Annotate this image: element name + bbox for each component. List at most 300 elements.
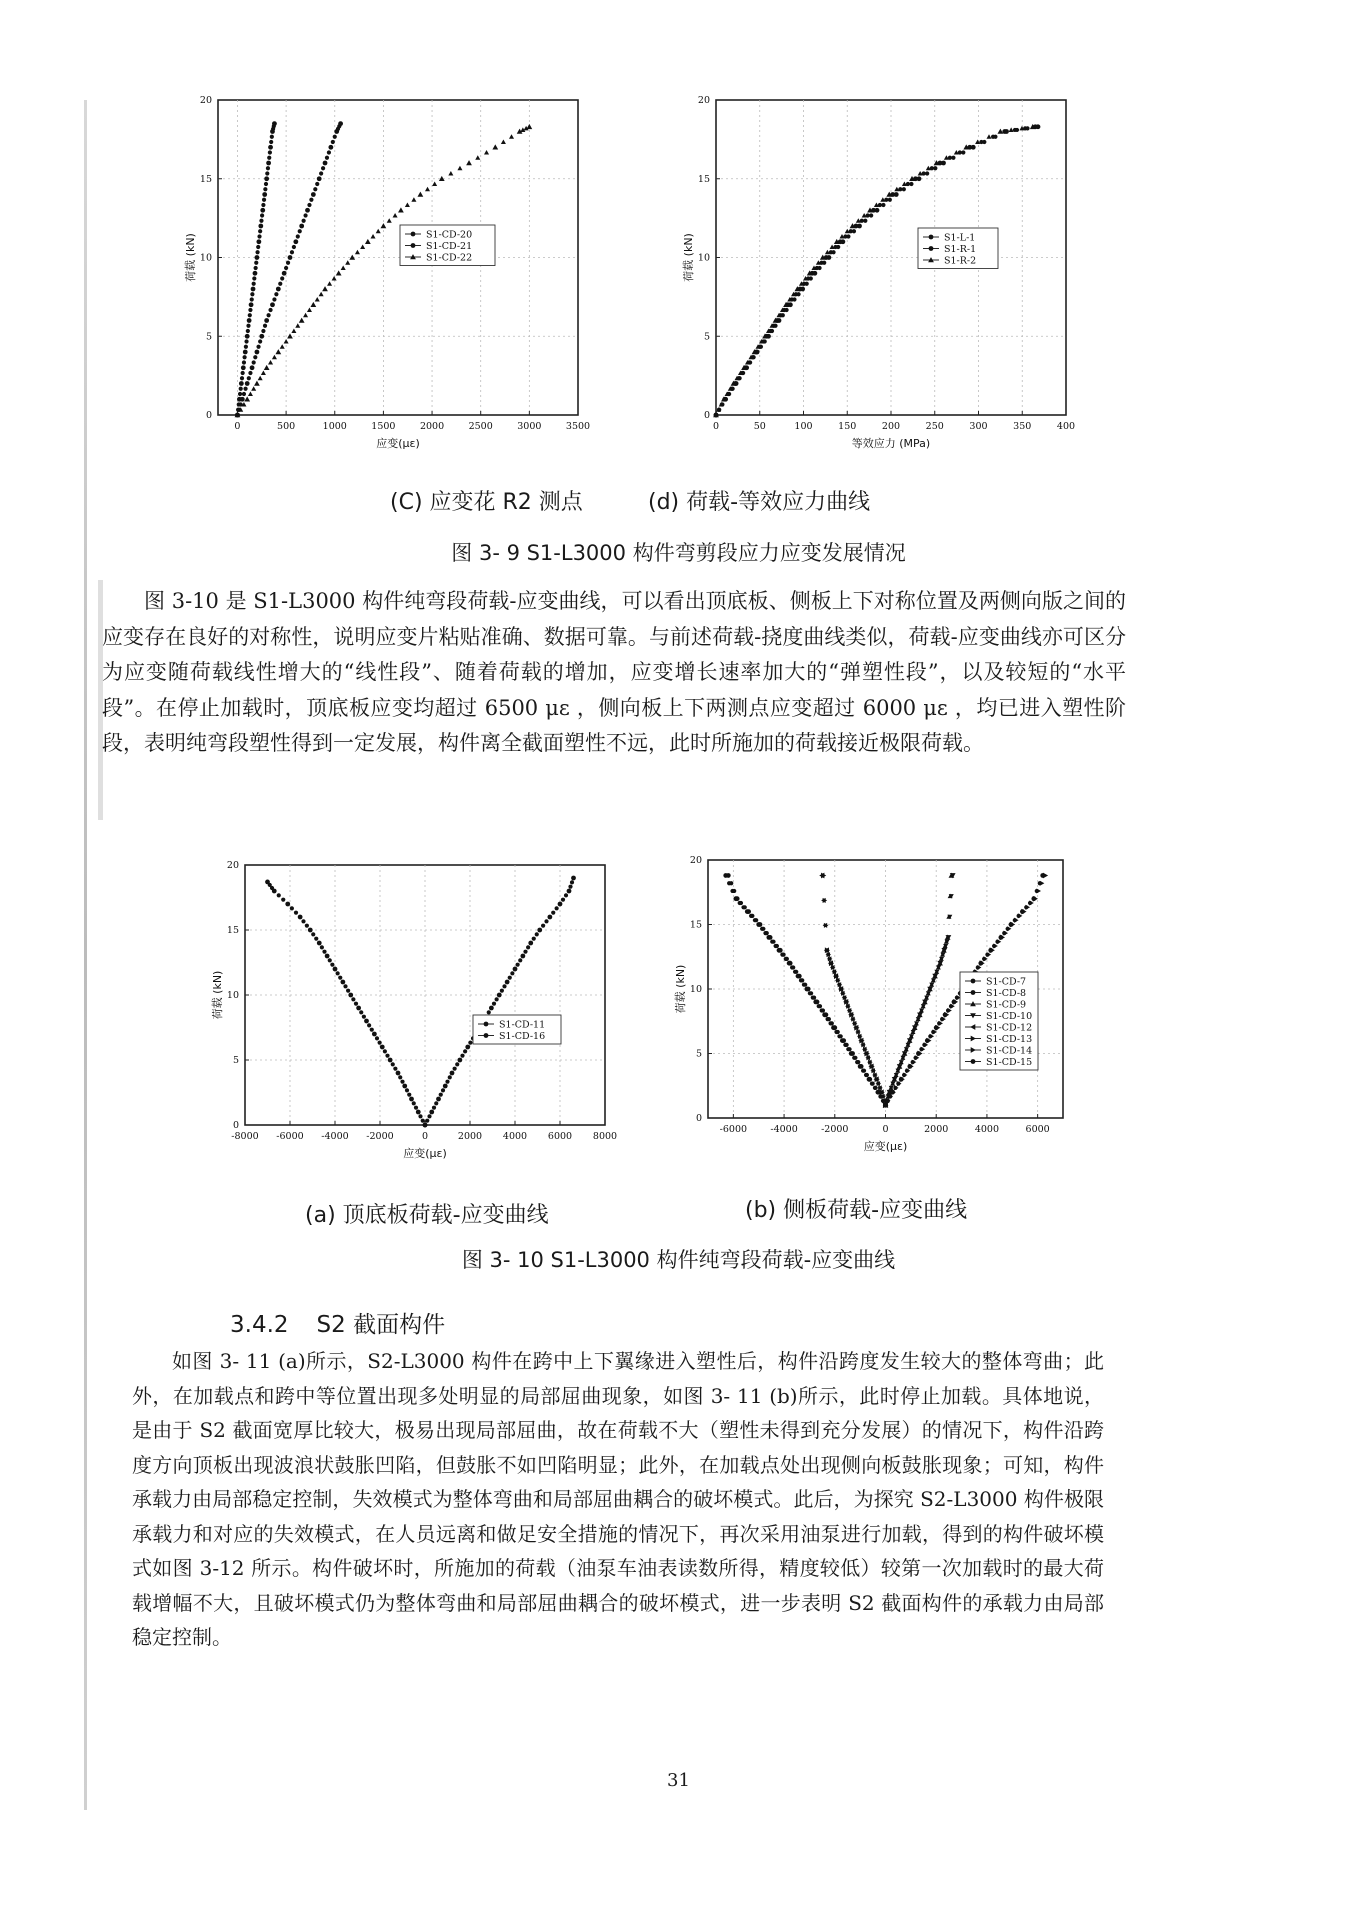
chart-c-strain-rosette-r2 (184, 95, 610, 470)
data-point (853, 1056, 857, 1060)
x-tick-label: 50 (753, 421, 766, 432)
data-point (561, 898, 565, 902)
data-point (328, 958, 332, 962)
data-point (516, 963, 520, 967)
data-point (436, 1097, 441, 1102)
data-point (862, 1069, 866, 1073)
legend-label: S1-CD-7 (986, 976, 1027, 988)
data-point (881, 203, 885, 207)
x-tick-label: -4000 (321, 1131, 349, 1142)
y-tick-label: 0 (695, 1113, 702, 1124)
data-point (291, 328, 296, 333)
data-point (264, 176, 269, 181)
data-point (272, 297, 276, 301)
data-point (252, 276, 256, 280)
data-point (771, 940, 775, 944)
data-point (322, 950, 326, 954)
data-point (1009, 922, 1014, 927)
data-point (262, 198, 266, 202)
data-point (281, 898, 285, 902)
data-point (301, 919, 305, 923)
section-title: S2 截面构件 (316, 1312, 446, 1338)
data-point (343, 984, 347, 988)
data-point (827, 1017, 831, 1021)
legend-marker (484, 1022, 489, 1027)
series-S1-R-2 (713, 124, 1036, 417)
data-point (243, 387, 247, 391)
data-point (295, 323, 300, 328)
data-point (302, 219, 306, 223)
legend-marker (411, 243, 416, 248)
data-point (249, 302, 254, 307)
legend-marker (929, 246, 934, 251)
data-point (280, 276, 284, 280)
x-tick-label: -8000 (231, 1131, 259, 1142)
data-point (264, 365, 270, 370)
series-S1-L-1 (714, 124, 1038, 417)
data-point (269, 140, 273, 144)
x-tick-label: 0 (712, 421, 720, 432)
data-point (509, 134, 514, 139)
y-axis-label: 荷载 (kN) (674, 964, 687, 1014)
data-point (364, 1019, 369, 1024)
data-point (355, 250, 360, 255)
data-point (761, 927, 765, 931)
subcaption-c: (C) 应变花 R2 测点 (390, 490, 583, 515)
section-number: 3.4.2 (230, 1312, 289, 1338)
data-point (784, 308, 788, 312)
data-point (781, 953, 785, 957)
series-S1-CD-10 (883, 873, 956, 1108)
data-point (305, 208, 310, 213)
data-point (333, 135, 337, 139)
legend-label: S1-CD-16 (499, 1031, 546, 1042)
data-point (260, 208, 265, 213)
data-point (492, 144, 498, 149)
x-axis-label: 应变(με) (403, 1147, 447, 1160)
data-point (896, 1082, 900, 1086)
legend-label: S1-CD-11 (499, 1019, 546, 1031)
data-point (340, 980, 345, 985)
series-S1-CD-16 (423, 876, 576, 1128)
data-point (277, 893, 281, 897)
data-point (746, 909, 751, 914)
data-point (928, 1034, 932, 1038)
data-point (492, 1002, 496, 1006)
data-point (792, 297, 796, 301)
data-point (359, 1010, 363, 1014)
data-point (439, 1093, 443, 1097)
data-point (242, 360, 246, 364)
data-point (500, 989, 504, 993)
legend-label: S1-CD-12 (986, 1022, 1033, 1034)
data-point (508, 976, 512, 980)
data-point (272, 121, 277, 126)
data-point (1040, 873, 1045, 878)
data-point (985, 953, 989, 957)
data-point (381, 223, 387, 228)
data-point (551, 911, 555, 915)
data-point (275, 349, 281, 354)
data-point (453, 1067, 457, 1071)
data-point (484, 150, 489, 155)
data-point (246, 329, 250, 333)
data-point (867, 1077, 872, 1082)
data-point (1002, 931, 1006, 935)
data-point (396, 1071, 401, 1076)
data-point (863, 219, 867, 223)
legend-label: S1-CD-13 (986, 1034, 1033, 1045)
data-point (445, 1080, 449, 1084)
data-point (317, 941, 322, 946)
data-point (949, 1004, 953, 1008)
series-S1-CD-21 (235, 121, 343, 417)
data-point (846, 234, 850, 238)
data-point (241, 365, 246, 370)
data-point (933, 166, 937, 170)
data-point (268, 150, 272, 154)
figure-3-9-caption: 图 3- 9 S1-L3000 构件弯剪段应力应变发展情况 (451, 541, 906, 565)
x-tick-label: 8000 (592, 1131, 618, 1142)
data-point (423, 1123, 428, 1128)
y-tick-label: 20 (199, 95, 212, 106)
data-point (354, 1002, 358, 1006)
data-point (732, 889, 736, 893)
data-point (268, 360, 273, 365)
paragraph-1: 图 3-10 是 S1-L3000 构件纯弯段荷载-应变曲线，可以看出顶底板、侧板上下对称位置及两侧向版之间的应变存在良好的对称性，说明应变片粘贴准确、数据可靠。与前述荷载-挠度曲线类似，荷载-应变曲线亦可区分为应变随荷载线性增大的“线性段”、随着荷载的增加，应变增长速率加大的“弹塑性段”，以及较短的“水平段”。在停止加载时，顶底板应变均超过 6500 με ，侧向板上下两测点应变超过 6000 με ，均已进入塑性阶段，表明纯弯段塑性得到一定发展，构件离全截面塑性不远，此时所施加的荷载接近极限荷载。 (102, 589, 1126, 755)
data-point (240, 397, 245, 402)
data-point (815, 1000, 820, 1005)
data-point (982, 140, 986, 144)
data-point (911, 1060, 915, 1064)
x-tick-label: 0 (882, 1124, 889, 1135)
data-point (535, 932, 539, 936)
data-point (839, 1034, 843, 1038)
data-point (547, 915, 552, 920)
data-point (243, 350, 248, 355)
data-point (398, 1075, 402, 1079)
data-point (940, 1017, 944, 1021)
data-point (414, 1106, 418, 1110)
data-point (465, 1045, 470, 1050)
y-tick-label: 0 (205, 410, 212, 421)
data-point (821, 1008, 825, 1012)
x-tick-label: 1500 (371, 421, 396, 432)
data-point (913, 1056, 917, 1060)
data-point (869, 213, 873, 217)
data-point (253, 271, 258, 276)
data-point (400, 1080, 404, 1084)
data-point (822, 261, 826, 265)
data-point (309, 198, 313, 202)
series-S1-CD-9 (883, 873, 955, 1108)
x-tick-label: 2500 (468, 421, 493, 432)
data-point (244, 396, 250, 401)
data-point (1028, 901, 1032, 905)
data-point (475, 155, 480, 160)
data-point (265, 171, 269, 175)
data-point (409, 1097, 414, 1102)
data-point (299, 224, 304, 229)
y-tick-label: 15 (689, 919, 702, 931)
data-point (268, 308, 272, 312)
x-tick-label: 200 (881, 421, 901, 432)
data-point (266, 161, 271, 166)
data-point (246, 324, 250, 328)
x-axis-label: 等效应力 (MPa) (851, 437, 931, 450)
x-tick-label: 4000 (502, 1131, 528, 1142)
data-point (253, 355, 257, 359)
data-point (934, 1025, 939, 1030)
series-S1-R-1 (714, 124, 1041, 417)
x-tick-label: -6000 (719, 1124, 748, 1135)
y-tick-label: 20 (697, 95, 710, 106)
y-tick-label: 5 (695, 1048, 702, 1060)
data-point (288, 255, 293, 260)
data-point (800, 287, 805, 292)
data-point (1013, 918, 1017, 922)
data-point (375, 1036, 379, 1040)
data-point (961, 150, 965, 154)
data-point (320, 945, 324, 949)
legend (960, 972, 1038, 1070)
data-point (402, 1084, 407, 1089)
data-point (319, 171, 323, 175)
data-point (411, 197, 416, 202)
data-point (258, 229, 262, 233)
data-point (311, 192, 316, 197)
data-point (259, 334, 264, 339)
data-point (856, 1060, 860, 1064)
y-tick-label: 10 (697, 252, 710, 264)
data-point (307, 307, 312, 312)
chart-a-svg (211, 860, 620, 1185)
legend-label: S1-CD-10 (986, 1011, 1033, 1022)
paragraph-2: 如图 3- 11 (a)所示，S2-L3000 构件在跨中上下翼缘进入塑性后，构件沿跨度发生较大的整体弯曲；此外，在加载点和跨中等位置出现多处明显的局部屈曲现象，如图 3- 11 (b)所示，此时停止加载。具体地说，是由于 S2 截面宽厚比较大，极易出现局部屈曲，故在荷载不大（塑性未得到充分发展）的情况下，构件沿跨度方向顶板出现波浪状鼓胀凹陷，但鼓胀不如凹陷明显；此外，在加载点处出现侧向板鼓胀现象；可知，构件承载力由局部稳定控制，失效模式为整体弯曲和局部屈曲耦合的破坏模式。此后，为探究 S2-L3000 构件极限承载力和对应的失效模式，在人员远离和做足安全措施的情况下，再次采用油泵进行加载，得到的构件破坏模式如图 3-12 所示。构件破坏时，所施加的荷载（油泵车油表读数所得，精度较低）较第一次加载时的最大荷载增幅不大，且破坏模式仍为整体弯曲和局部屈曲耦合的破坏模式，进一步表明 S2 截面构件的承载力由局部稳定控制。 (132, 1349, 1104, 1649)
data-point (894, 192, 899, 197)
data-point (919, 1047, 923, 1051)
data-point (812, 996, 816, 1000)
data-point (241, 371, 245, 375)
legend (918, 228, 998, 269)
x-tick-label: 150 (838, 421, 857, 432)
data-point (345, 260, 350, 265)
data-point (425, 1119, 429, 1123)
data-point (526, 945, 530, 949)
data-point (248, 391, 253, 396)
series-S1-CD-8 (726, 873, 888, 1107)
y-tick-label: 15 (697, 173, 710, 185)
data-point (239, 387, 243, 391)
data-point (905, 1069, 909, 1073)
data-point (260, 213, 264, 217)
data-point (425, 187, 430, 192)
data-point (380, 1045, 385, 1050)
data-point (315, 297, 320, 302)
data-point (262, 192, 267, 197)
data-point (750, 914, 754, 918)
data-point (416, 1110, 421, 1115)
y-tick-label: 10 (689, 984, 702, 995)
data-point (250, 292, 254, 296)
legend-label: S1-R-2 (944, 255, 977, 267)
data-point (941, 161, 946, 166)
data-point (518, 958, 522, 962)
data-point (393, 1067, 397, 1071)
data-point (902, 1073, 906, 1077)
data-point (245, 334, 250, 339)
data-point (502, 984, 506, 988)
y-tick-label: 5 (232, 1055, 239, 1066)
data-point (537, 928, 542, 933)
data-point (448, 1075, 452, 1079)
data-point (809, 991, 813, 995)
data-point (259, 219, 263, 223)
data-point (778, 948, 783, 953)
x-axis-label: 应变(με) (376, 437, 420, 450)
data-point (797, 974, 802, 979)
data-point (417, 192, 423, 197)
data-point (336, 971, 340, 975)
data-point (327, 150, 331, 154)
data-point (568, 885, 572, 889)
data-point (571, 876, 576, 881)
x-tick-label: 350 (1013, 421, 1032, 432)
data-point (367, 1023, 371, 1027)
data-point (330, 963, 334, 967)
data-point (250, 365, 255, 370)
data-point (899, 1077, 904, 1082)
data-point (242, 355, 246, 359)
data-point (407, 1093, 411, 1097)
data-point (501, 139, 506, 144)
data-point (258, 339, 262, 343)
data-point (322, 286, 328, 291)
data-point (754, 918, 758, 922)
data-point (263, 187, 267, 191)
data-point (292, 245, 296, 249)
x-tick-label: 100 (794, 421, 813, 432)
data-point (432, 181, 437, 186)
data-point (280, 344, 285, 349)
data-point (888, 1094, 892, 1098)
data-point (338, 121, 343, 126)
y-tick-label: 5 (703, 331, 710, 343)
data-point (859, 1064, 864, 1069)
chart-c-svg (184, 95, 610, 470)
data-point (468, 1041, 472, 1045)
data-point (988, 948, 993, 953)
data-point (254, 261, 258, 265)
data-point (497, 993, 502, 998)
data-point (460, 1054, 464, 1058)
data-point (735, 896, 740, 901)
legend-label: S1-L-1 (944, 232, 976, 244)
x-tick-label: 2000 (457, 1131, 483, 1142)
data-point (528, 941, 533, 946)
legend-label: S1-R-1 (944, 244, 977, 255)
data-point (463, 1049, 467, 1053)
data-point (286, 261, 290, 265)
data-point (847, 1047, 851, 1051)
y-tick-label: 10 (199, 252, 212, 264)
x-tick-label: 6000 (547, 1131, 573, 1142)
data-point (857, 224, 862, 229)
data-point (832, 1025, 837, 1030)
data-point (541, 924, 545, 928)
data-point (800, 978, 804, 982)
x-tick-label: -4000 (770, 1124, 798, 1135)
data-point (314, 937, 318, 941)
data-point (455, 1062, 459, 1066)
x-tick-label: 400 (1056, 421, 1076, 432)
data-point (916, 1051, 921, 1056)
data-point (976, 965, 980, 969)
data-point (505, 980, 510, 985)
subcaption-a: (a) 顶底板荷载-应变曲线 (305, 1203, 549, 1228)
data-point (1015, 128, 1019, 132)
data-point (256, 345, 260, 349)
data-point (998, 935, 1003, 940)
legend-label: S1-CD-9 (986, 999, 1027, 1011)
data-point (873, 1086, 877, 1090)
data-point (272, 355, 277, 360)
data-point (256, 245, 260, 249)
data-point (321, 166, 325, 170)
data-point (290, 906, 294, 910)
data-point (441, 1088, 445, 1092)
data-point (308, 928, 313, 933)
data-point (781, 313, 785, 317)
data-point (250, 297, 254, 301)
data-point (240, 376, 244, 380)
data-point (743, 905, 747, 909)
data-point (841, 1038, 846, 1043)
data-point (817, 266, 821, 270)
data-point (252, 360, 256, 364)
x-tick-label: 1000 (322, 421, 347, 432)
y-tick-label: 20 (689, 855, 702, 866)
x-tick-label: 3000 (517, 421, 542, 432)
page-edge-shadow (84, 100, 87, 1810)
data-point (245, 381, 250, 386)
data-point (434, 1101, 438, 1105)
data-point (261, 370, 266, 375)
data-point (276, 287, 281, 292)
data-point (865, 1073, 869, 1077)
data-point (383, 1049, 387, 1053)
data-point (251, 386, 256, 391)
data-point (265, 880, 270, 885)
data-point (315, 182, 319, 186)
data-point (356, 1006, 361, 1011)
data-point (398, 207, 404, 212)
y-axis-label: 荷载 (kN) (682, 233, 695, 282)
data-point (371, 234, 376, 239)
data-point (256, 239, 261, 244)
data-point (247, 376, 251, 380)
data-point (1004, 129, 1009, 134)
data-point (323, 161, 328, 166)
data-point (332, 276, 337, 281)
data-point (264, 182, 268, 186)
data-point (570, 880, 574, 884)
data-point (270, 302, 275, 307)
data-point (726, 873, 731, 878)
data-point (244, 339, 248, 343)
data-point (951, 156, 955, 160)
data-point (520, 954, 525, 959)
